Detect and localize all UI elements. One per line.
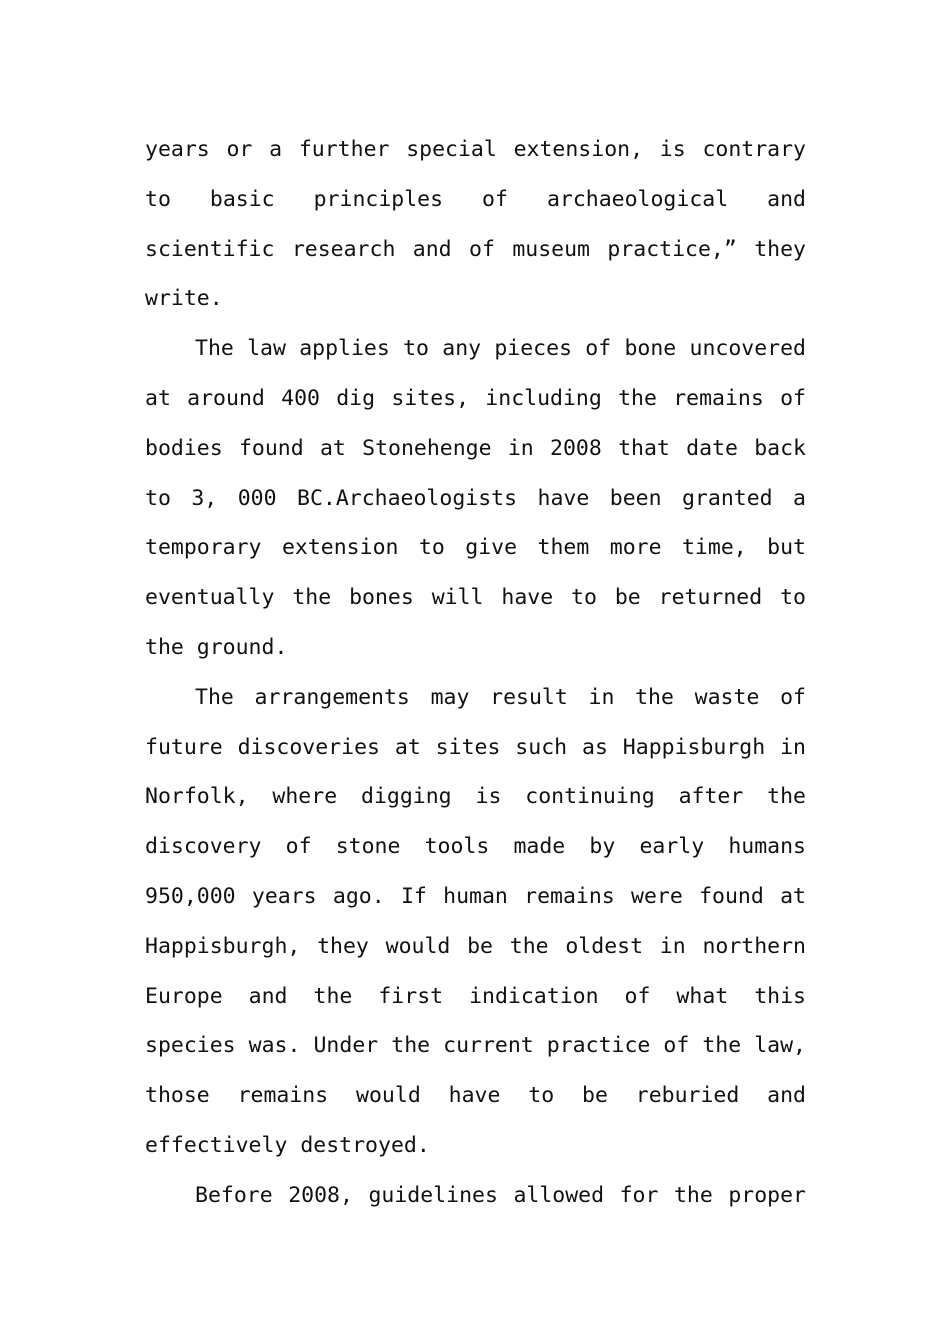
text-line: to 3, 000 BC.Archaeologists have been granted a [145, 485, 806, 511]
text-line: scientific research and of museum practice,” they [145, 236, 806, 262]
paragraph-1 [145, 125, 806, 324]
text-line: Before 2008, guidelines allowed for the proper [195, 1182, 806, 1208]
paragraph-4 [145, 1171, 806, 1221]
text-line: discovery of stone tools made by early humans [145, 834, 806, 860]
text-line: years or a further special extension, is contrary [145, 137, 806, 162]
text-line: Norfolk, where digging is continuing after the [145, 784, 806, 810]
text-line: 950,000 years ago. If human remains were found at [145, 883, 806, 909]
text-line: the ground. [145, 634, 288, 660]
paragraph-2 [145, 324, 806, 673]
text-line: bodies found at Stonehenge in 2008 that date back [145, 435, 806, 461]
text-line: species was. Under the current practice of the law, [145, 1033, 806, 1059]
text-line: temporary extension to give them more time, but [145, 535, 806, 561]
text-line: The arrangements may result in the waste of [195, 684, 806, 710]
text-line: Happisburgh, they would be the oldest in northern [145, 933, 806, 959]
text-line: to basic principles of archaeological and [145, 186, 806, 212]
text-line: eventually the bones will have to be returned to [145, 585, 806, 611]
text-line: future discoveries at sites such as Happisburgh in [145, 734, 806, 760]
text-line: The law applies to any pieces of bone uncovered [195, 336, 806, 362]
text-line: effectively destroyed. [145, 1132, 430, 1158]
body-text [145, 125, 806, 1221]
text-line: write. [145, 286, 223, 312]
paragraph-3 [145, 673, 806, 1171]
text-line: those remains would have to be reburied and [145, 1083, 806, 1109]
text-line: Europe and the first indication of what this [145, 983, 806, 1009]
text-line: at around 400 dig sites, including the remains of [145, 385, 806, 411]
